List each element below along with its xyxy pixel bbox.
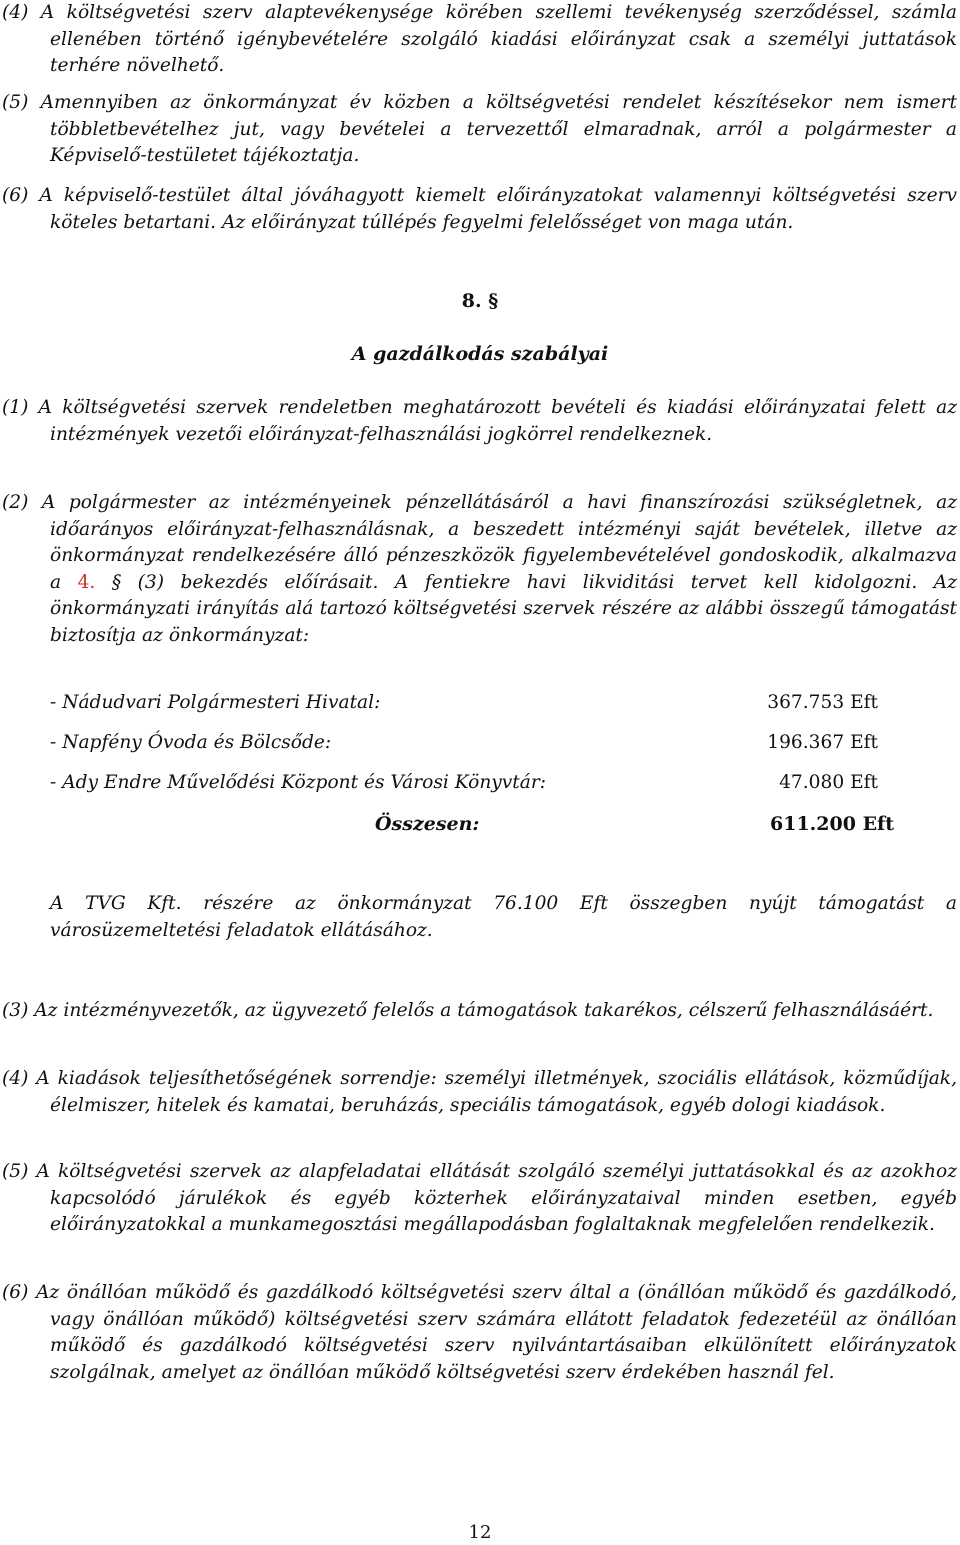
support-item-name: - Nádudvari Polgármesteri Hivatal: (50, 692, 381, 713)
paragraph-4: (4) A kiadások teljesíthetőségének sorrendje: személyi illetmények, szociális ellátások, közműdíjak, élelmiszer, hitelek és kamatai, beruházás, speciális támogatások, egyéb dologi kiadások. (2, 1068, 957, 1116)
support-item-amount: 367.753 Eft (767, 692, 878, 713)
support-item-name: - Napfény Óvoda és Bölcsőde: (50, 732, 332, 753)
paragraph-5: (5) A költségvetési szervek az alapfeladatai ellátását szolgáló személyi juttatásokkal és az azokhoz kapcsolódó járulékok és egyéb közterhek előirányzataival minden esetben, egyéb előirányzatokkal a munkamegosztási megállapodásban foglaltaknak megfelelően rendelkezik. (2, 1161, 957, 1235)
section-title: A gazdálkodás szabályai (351, 343, 609, 365)
page-number: 12 (468, 1522, 492, 1543)
paragraph-6: (6) Az önállóan működő és gazdálkodó költségvetési szerv által a (önállóan működő és gazdálkodó, vagy önállóan működő) költségvetési szerv számára ellátott feladatok fedezetéül az önállóan működő és gazdálkodó költségvetési szerv nyilvántartásaiban elkülönített előirányzatok szolgálnak, amelyet az önállóan működő költségvetési szerv érdekében használ fel. (2, 1282, 957, 1383)
paragraph-2-ref: 4. (77, 571, 96, 593)
paragraph-1: (1) A költségvetési szervek rendeletben meghatározott bevételi és kiadási előirányzatai felett az intézmények vezetői előirányzat-felhasználási jogkörrel rendelkeznek. (2, 397, 957, 445)
paragraph-2-text-b: § (3) bekezdés előírásait. A fentiekre havi likviditási tervet kell kidolgozni. Az önkormányzati irányítás alá tartozó költségvetési szervek részére az alábbi összegű támogatást biztosítja az önkormányzat: (50, 571, 958, 646)
paragraph-4-top: (4) A költségvetési szerv alaptevékenysége körében szellemi tevékenység szerződéssel, számla ellenében történő igénybevételére szolgáló kiadási előirányzat csak a személyi juttatások terhére növelhető. (2, 2, 957, 76)
paragraph-2 (2, 490, 957, 649)
total-amount: 611.200 Eft (770, 813, 894, 835)
tvg-paragraph: A TVG Kft. részére az önkormányzat 76.100 Eft összegben nyújt támogatást a városüzemeltetési feladatok ellátásához. (50, 893, 957, 941)
paragraph-6-top: (6) A képviselő-testület által jóváhagyott kiemelt előirányzatokat valamennyi költségvetési szerv köteles betartani. Az előirányzat túllépés fegyelmi felelősséget von maga után. (2, 185, 957, 233)
support-item-name: - Ady Endre Művelődési Központ és Városi Könyvtár: (50, 772, 547, 793)
paragraph-3: (3) Az intézményvezetők, az ügyvezető felelős a támogatások takarékos, célszerű felhasználásáért. (2, 1000, 934, 1021)
paragraph-5-top: (5) Amennyiben az önkormányzat év közben a költségvetési rendelet készítésekor nem ismert többletbevételhez jut, vagy bevételei a tervezettől elmaradnak, arról a polgármester a Képviselő-testületet tájékoztatja. (2, 92, 957, 166)
section-number: 8. § (461, 290, 499, 312)
total-label: Összesen: (375, 813, 480, 835)
support-item-amount: 196.367 Eft (767, 732, 878, 753)
support-item-amount: 47.080 Eft (779, 772, 878, 793)
paragraph-2-text-a: (2) A polgármester az intézményeinek pénzellátásáról a havi finanszírozási szükségletnek, az időarányos előirányzat-felhasználásnak, a beszedett intézményi saját bevételek, illetve az önkormányzat rendelkezésére álló pénzeszközök figyelembevételével gondoskodik, alkalmazva a (2, 492, 957, 593)
